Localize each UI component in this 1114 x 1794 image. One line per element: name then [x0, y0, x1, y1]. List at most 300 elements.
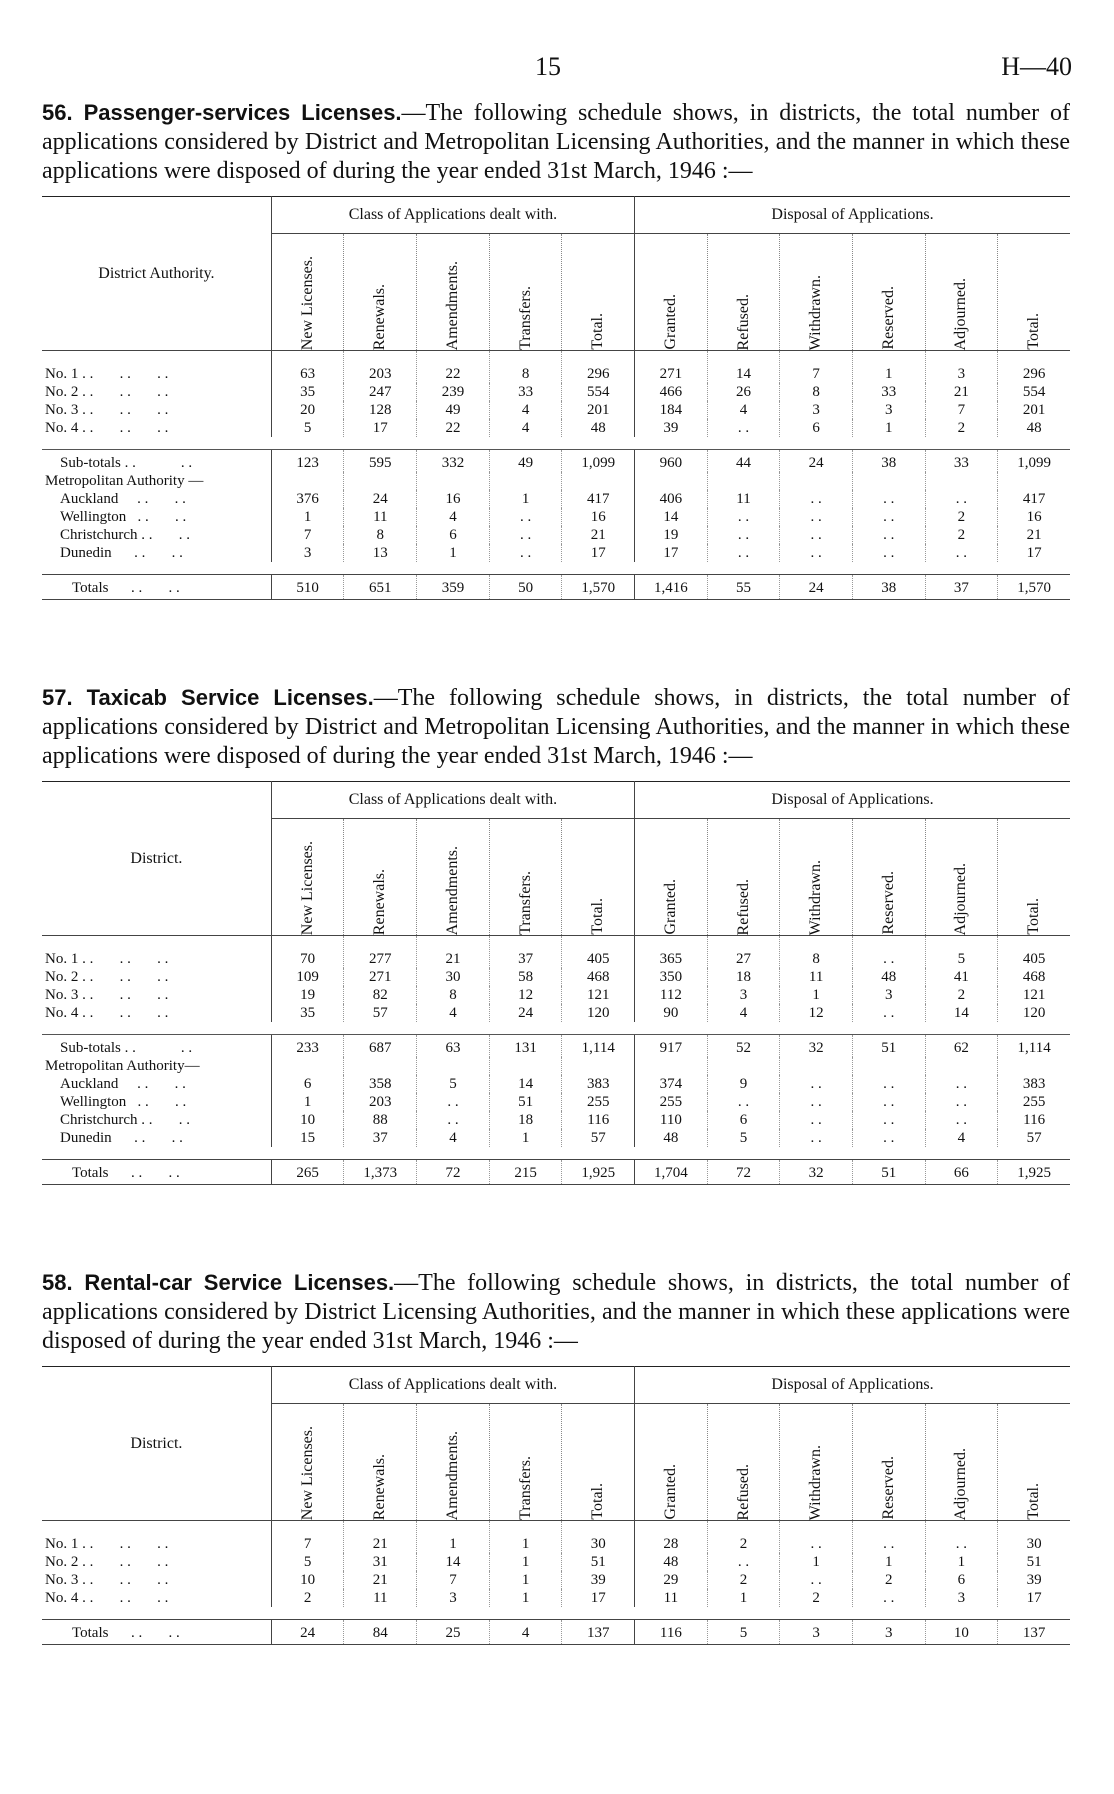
- row-value: 44: [707, 450, 780, 473]
- row-value: 466: [635, 383, 708, 401]
- row-value: . .: [707, 526, 780, 544]
- row-value: 1,704: [635, 1160, 708, 1185]
- spacer-row: [42, 437, 1070, 450]
- column-header: [562, 819, 635, 936]
- row-value: 468: [998, 968, 1070, 986]
- row-value: 116: [998, 1111, 1070, 1129]
- row-value: 383: [562, 1075, 635, 1093]
- row-value: 383: [998, 1075, 1070, 1093]
- table-row: [42, 450, 1070, 473]
- section-57-heading: 57. Taxicab Service Licenses.: [42, 685, 374, 710]
- row-value: . .: [707, 544, 780, 562]
- row-value: 16: [417, 490, 490, 508]
- column-header-label: Total.: [1025, 1483, 1043, 1520]
- district-column-header: District.: [42, 1367, 271, 1521]
- row-value: 38: [852, 450, 925, 473]
- table-row: [42, 544, 1070, 562]
- row-value: 35: [271, 1004, 344, 1022]
- empty-cell: [998, 472, 1070, 490]
- row-value: 265: [271, 1160, 344, 1185]
- row-value: 14: [417, 1553, 490, 1571]
- empty-cell: [707, 472, 780, 490]
- row-label: No. 1 . . . . . .: [45, 366, 169, 382]
- row-value: 201: [998, 401, 1070, 419]
- row-value: 30: [562, 1521, 635, 1554]
- row-value: 11: [344, 508, 417, 526]
- row-value: 1,099: [998, 450, 1070, 473]
- row-value: 1: [489, 1521, 562, 1554]
- column-header-label: Total.: [1025, 898, 1043, 935]
- row-value: 128: [344, 401, 417, 419]
- column-header: [489, 1404, 562, 1521]
- column-header-label: Transfers.: [516, 286, 534, 350]
- disposal-of-applications-header: Disposal of Applications.: [635, 197, 1070, 234]
- row-value: 332: [417, 450, 490, 473]
- column-header: [417, 819, 490, 936]
- row-value: 120: [562, 1004, 635, 1022]
- row-value: 3: [417, 1589, 490, 1607]
- row-value: 365: [635, 936, 708, 969]
- row-value: . .: [925, 1521, 998, 1554]
- row-value: . .: [780, 1093, 853, 1111]
- column-header: [271, 1404, 344, 1521]
- row-value: 17: [998, 1589, 1070, 1607]
- row-value: 11: [344, 1589, 417, 1607]
- table-row: [42, 936, 1070, 969]
- row-value: 1: [780, 986, 853, 1004]
- row-value: 39: [562, 1571, 635, 1589]
- column-header: [707, 819, 780, 936]
- row-value: 277: [344, 936, 417, 969]
- row-value: 358: [344, 1075, 417, 1093]
- spacer-cell: [42, 1022, 1070, 1035]
- table-row: [42, 490, 1070, 508]
- row-value: 84: [344, 1620, 417, 1645]
- row-value: . .: [780, 526, 853, 544]
- row-value: 131: [489, 1035, 562, 1058]
- class-of-applications-header: Class of Applications dealt with.: [271, 1367, 634, 1404]
- table-group-header-row: [42, 197, 1070, 234]
- row-value: 203: [344, 1093, 417, 1111]
- empty-cell: [780, 472, 853, 490]
- row-value: 28: [635, 1521, 708, 1554]
- row-label: Dunedin . . . .: [60, 1130, 183, 1146]
- row-value: . .: [780, 1521, 853, 1554]
- row-value: 1,570: [998, 575, 1070, 600]
- row-value: . .: [417, 1111, 490, 1129]
- row-value: 41: [925, 968, 998, 986]
- column-header-label: Total.: [589, 1483, 607, 1520]
- empty-cell: [562, 472, 635, 490]
- row-value: 2: [925, 526, 998, 544]
- row-value: 72: [417, 1160, 490, 1185]
- section-57-text: —The following schedule shows, in districts, the total number of applications considered by District and Metropolitan Licensing Authorities, and the manner in which these applications were disposed of during the year ended 31st March, 1946 :—: [42, 685, 1070, 769]
- row-value: 6: [707, 1111, 780, 1129]
- row-label: Christchurch . . . .: [60, 1112, 190, 1128]
- row-value: 35: [271, 383, 344, 401]
- row-value: 7: [271, 1521, 344, 1554]
- row-value: 33: [925, 450, 998, 473]
- row-value: 51: [852, 1160, 925, 1185]
- row-value: 10: [925, 1620, 998, 1645]
- row-label: No. 3 . . . . . .: [45, 987, 169, 1003]
- row-value: 18: [707, 968, 780, 986]
- row-value: 1: [489, 490, 562, 508]
- row-value: 239: [417, 383, 490, 401]
- column-header-label: Withdrawn.: [807, 274, 825, 350]
- row-value: 32: [780, 1160, 853, 1185]
- row-value: . .: [780, 1129, 853, 1147]
- row-value: 5: [417, 1075, 490, 1093]
- spacer-row: [42, 562, 1070, 575]
- table-row: [42, 419, 1070, 437]
- row-value: 120: [998, 1004, 1070, 1022]
- row-value: 51: [998, 1553, 1070, 1571]
- row-value: 17: [998, 544, 1070, 562]
- row-value: . .: [780, 1571, 853, 1589]
- row-value: 57: [998, 1129, 1070, 1147]
- row-value: . .: [852, 1589, 925, 1607]
- row-value: . .: [925, 544, 998, 562]
- row-label: No. 3 . . . . . .: [45, 402, 169, 418]
- column-header-label: Granted.: [661, 1464, 679, 1520]
- column-header-label: Renewals.: [371, 868, 389, 935]
- column-header: [707, 1404, 780, 1521]
- table-row: [42, 968, 1070, 986]
- row-value: 1: [489, 1571, 562, 1589]
- row-value: 20: [271, 401, 344, 419]
- row-value: 57: [562, 1129, 635, 1147]
- metropolitan-label-row: [42, 1057, 1070, 1075]
- row-value: 2: [707, 1571, 780, 1589]
- empty-cell: [271, 472, 344, 490]
- row-value: 14: [489, 1075, 562, 1093]
- row-value: 37: [925, 575, 998, 600]
- table-row: [42, 508, 1070, 526]
- row-value: 63: [417, 1035, 490, 1058]
- table-row: [42, 1589, 1070, 1607]
- column-header-label: Refused.: [734, 293, 752, 350]
- row-value: . .: [852, 544, 925, 562]
- row-label: Wellington . . . .: [60, 509, 187, 525]
- row-value: 1: [417, 1521, 490, 1554]
- row-value: 48: [852, 968, 925, 986]
- column-header: [925, 819, 998, 936]
- row-value: 13: [344, 544, 417, 562]
- row-value: 3: [925, 1589, 998, 1607]
- row-value: 8: [780, 383, 853, 401]
- row-value: 4: [489, 1620, 562, 1645]
- column-header: [780, 234, 853, 351]
- table-row: [42, 575, 1070, 600]
- row-value: 3: [780, 1620, 853, 1645]
- row-value: 6: [417, 526, 490, 544]
- disposal-of-applications-header: Disposal of Applications.: [635, 782, 1070, 819]
- section-58-text: —The following schedule shows, in districts, the total number of applications considered by District Licensing Authorities, and the manner in which these applications were disposed of during the year ended 31st March, 1946 :—: [42, 1270, 1070, 1354]
- row-value: . .: [852, 490, 925, 508]
- row-value: 8: [344, 526, 417, 544]
- column-header: [780, 819, 853, 936]
- table-row: [42, 1571, 1070, 1589]
- row-value: 116: [635, 1620, 708, 1645]
- row-value: 49: [417, 401, 490, 419]
- column-header-label: Total.: [589, 898, 607, 935]
- row-value: 4: [417, 508, 490, 526]
- row-value: 1: [417, 544, 490, 562]
- row-label: Auckland . . . .: [60, 1076, 186, 1092]
- row-label: No. 2 . . . . . .: [45, 1554, 169, 1570]
- row-value: . .: [925, 490, 998, 508]
- row-value: 651: [344, 575, 417, 600]
- table-row: [42, 1620, 1070, 1645]
- row-value: 255: [635, 1093, 708, 1111]
- column-header: [635, 234, 708, 351]
- column-header-label: Adjourned.: [952, 1447, 970, 1520]
- row-value: 14: [707, 351, 780, 384]
- row-value: 29: [635, 1571, 708, 1589]
- row-value: 1: [852, 419, 925, 437]
- row-value: 21: [344, 1571, 417, 1589]
- row-value: 3: [780, 401, 853, 419]
- row-value: 27: [707, 936, 780, 969]
- row-value: 2: [780, 1589, 853, 1607]
- row-value: 10: [271, 1111, 344, 1129]
- row-value: 1,570: [562, 575, 635, 600]
- table-row: [42, 986, 1070, 1004]
- row-value: 201: [562, 401, 635, 419]
- row-value: 510: [271, 575, 344, 600]
- row-value: 58: [489, 968, 562, 986]
- row-value: 109: [271, 968, 344, 986]
- row-value: 376: [271, 490, 344, 508]
- row-value: 4: [417, 1129, 490, 1147]
- row-value: 247: [344, 383, 417, 401]
- column-header-label: Renewals.: [371, 283, 389, 350]
- table-group-header-row: [42, 782, 1070, 819]
- table-row: [42, 1075, 1070, 1093]
- row-value: 2: [925, 419, 998, 437]
- row-value: 33: [489, 383, 562, 401]
- row-value: 255: [998, 1093, 1070, 1111]
- empty-cell: [852, 1057, 925, 1075]
- metropolitan-authority-label: Metropolitan Authority —: [45, 473, 204, 489]
- spacer-row: [42, 1147, 1070, 1160]
- row-value: 39: [635, 419, 708, 437]
- row-value: 15: [271, 1129, 344, 1147]
- class-of-applications-header: Class of Applications dealt with.: [271, 782, 634, 819]
- row-value: 7: [780, 351, 853, 384]
- row-value: 2: [852, 1571, 925, 1589]
- row-value: 687: [344, 1035, 417, 1058]
- row-value: 14: [635, 508, 708, 526]
- column-header-label: Refused.: [734, 1463, 752, 1520]
- row-value: . .: [852, 936, 925, 969]
- row-value: 48: [635, 1129, 708, 1147]
- row-value: 3: [852, 986, 925, 1004]
- column-header: [562, 1404, 635, 1521]
- row-value: 24: [489, 1004, 562, 1022]
- column-header: [344, 234, 417, 351]
- district-column-header: District.: [42, 782, 271, 936]
- column-header: [489, 819, 562, 936]
- row-value: 6: [271, 1075, 344, 1093]
- row-value: 1: [489, 1553, 562, 1571]
- row-value: 121: [562, 986, 635, 1004]
- row-value: 17: [344, 419, 417, 437]
- row-value: 66: [925, 1160, 998, 1185]
- row-value: 1,114: [998, 1035, 1070, 1058]
- row-value: . .: [852, 1111, 925, 1129]
- empty-cell: [489, 472, 562, 490]
- row-value: 255: [562, 1093, 635, 1111]
- column-header-label: Reserved.: [879, 286, 897, 350]
- column-header-label: Reserved.: [879, 1456, 897, 1520]
- row-value: . .: [489, 544, 562, 562]
- row-value: 18: [489, 1111, 562, 1129]
- table-row: [42, 1093, 1070, 1111]
- table-row: [42, 1004, 1070, 1022]
- row-value: 16: [998, 508, 1070, 526]
- row-value: 37: [344, 1129, 417, 1147]
- row-value: 417: [562, 490, 635, 508]
- section-57-paragraph: [42, 683, 1070, 771]
- column-header: [852, 819, 925, 936]
- row-value: 4: [417, 1004, 490, 1022]
- row-value: 30: [417, 968, 490, 986]
- row-value: 52: [707, 1035, 780, 1058]
- row-value: . .: [780, 544, 853, 562]
- table-row: [42, 351, 1070, 384]
- column-header-label: Adjourned.: [952, 277, 970, 350]
- row-value: 51: [852, 1035, 925, 1058]
- row-label: Wellington . . . .: [60, 1094, 187, 1110]
- row-value: 14: [925, 1004, 998, 1022]
- row-value: 7: [925, 401, 998, 419]
- row-label: Totals . . . .: [42, 1160, 271, 1185]
- row-value: . .: [417, 1093, 490, 1111]
- row-value: 17: [562, 1589, 635, 1607]
- row-value: 21: [998, 526, 1070, 544]
- row-value: 62: [925, 1035, 998, 1058]
- column-header-label: Amendments.: [443, 1430, 461, 1520]
- row-value: 55: [707, 575, 780, 600]
- row-value: 5: [271, 419, 344, 437]
- row-value: 4: [707, 401, 780, 419]
- row-value: 417: [998, 490, 1070, 508]
- row-label: Dunedin . . . .: [60, 545, 183, 561]
- row-value: 33: [852, 383, 925, 401]
- column-header-label: New Licenses.: [298, 255, 316, 350]
- row-value: . .: [925, 1093, 998, 1111]
- row-value: 112: [635, 986, 708, 1004]
- row-value: . .: [780, 508, 853, 526]
- row-value: 16: [562, 508, 635, 526]
- row-value: . .: [489, 526, 562, 544]
- row-value: . .: [852, 508, 925, 526]
- row-value: 88: [344, 1111, 417, 1129]
- row-value: 2: [707, 1521, 780, 1554]
- empty-cell: [417, 472, 490, 490]
- row-value: 3: [852, 1620, 925, 1645]
- column-header-label: Renewals.: [371, 1453, 389, 1520]
- row-label: Sub-totals . . . .: [42, 450, 271, 473]
- row-value: 1: [852, 351, 925, 384]
- district-column-header: District Authority.: [42, 197, 271, 351]
- row-value: 11: [635, 1589, 708, 1607]
- row-value: 49: [489, 450, 562, 473]
- row-value: 271: [344, 968, 417, 986]
- column-header-label: Total.: [589, 313, 607, 350]
- row-value: 4: [489, 419, 562, 437]
- section-56: [42, 98, 1070, 600]
- row-value: . .: [852, 1093, 925, 1111]
- column-header: [635, 819, 708, 936]
- row-value: 19: [271, 986, 344, 1004]
- row-value: 6: [925, 1571, 998, 1589]
- row-value: 116: [562, 1111, 635, 1129]
- row-label: Totals . . . .: [42, 575, 271, 600]
- page-number: 15: [535, 52, 561, 81]
- row-value: 468: [562, 968, 635, 986]
- column-header: [344, 1404, 417, 1521]
- table-row: [42, 383, 1070, 401]
- row-value: 2: [925, 508, 998, 526]
- row-value: 8: [489, 351, 562, 384]
- empty-cell: [489, 1057, 562, 1075]
- empty-cell: [780, 1057, 853, 1075]
- row-value: 12: [489, 986, 562, 1004]
- row-value: . .: [852, 1075, 925, 1093]
- empty-cell: [998, 1057, 1070, 1075]
- row-label: No. 4 . . . . . .: [45, 1590, 169, 1606]
- row-value: 38: [852, 575, 925, 600]
- row-value: 3: [925, 351, 998, 384]
- row-value: 595: [344, 450, 417, 473]
- row-value: 8: [780, 936, 853, 969]
- row-value: 32: [780, 1035, 853, 1058]
- row-value: 1: [489, 1589, 562, 1607]
- row-value: 374: [635, 1075, 708, 1093]
- column-header-label: New Licenses.: [298, 1425, 316, 1520]
- spacer-cell: [42, 562, 1070, 575]
- table-row: [42, 1111, 1070, 1129]
- row-value: 271: [635, 351, 708, 384]
- row-value: 203: [344, 351, 417, 384]
- row-value: 184: [635, 401, 708, 419]
- column-header: [852, 1404, 925, 1521]
- column-header: [707, 234, 780, 351]
- column-header: [417, 1404, 490, 1521]
- row-value: 917: [635, 1035, 708, 1058]
- row-value: 17: [562, 544, 635, 562]
- row-value: . .: [780, 1111, 853, 1129]
- column-header-label: Withdrawn.: [807, 1444, 825, 1520]
- row-label: No. 2 . . . . . .: [45, 384, 169, 400]
- row-value: 70: [271, 936, 344, 969]
- metropolitan-authority-label: Metropolitan Authority—: [45, 1058, 200, 1074]
- row-label: No. 1 . . . . . .: [45, 1536, 169, 1552]
- row-value: 1,925: [998, 1160, 1070, 1185]
- row-value: . .: [925, 1111, 998, 1129]
- column-header: [998, 819, 1070, 936]
- row-value: 48: [635, 1553, 708, 1571]
- row-label: Auckland . . . .: [60, 491, 186, 507]
- table-row: [42, 1160, 1070, 1185]
- row-value: 39: [998, 1571, 1070, 1589]
- row-value: 22: [417, 351, 490, 384]
- row-value: 25: [417, 1620, 490, 1645]
- empty-cell: [344, 1057, 417, 1075]
